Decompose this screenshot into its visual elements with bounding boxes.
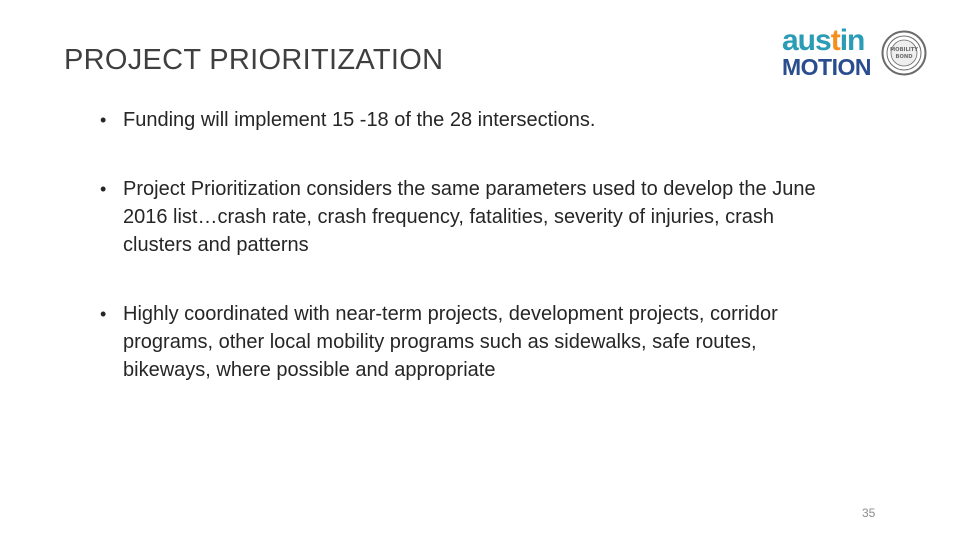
mobility-bond-seal-icon [881,30,927,76]
slide-title: PROJECT PRIORITIZATION [64,44,444,76]
bullet-text: Highly coordinated with near-term projects, development projects, corridor programs, other local mobility programs such as sidewalks, safe routes, bikeways, where possible and appropriate [123,303,778,381]
logo-wordmark [780,24,876,80]
logo-wordmark-line1 [782,24,864,58]
bullet-item [100,106,820,134]
bullet-text: Project Prioritization considers the same parameters used to develop the June 2016 list…crash rate, crash frequency, fatalities, severity of injuries, crash clusters and patterns [123,178,816,256]
bullet-item [100,300,820,384]
seal-text-bottom: BOND [895,54,913,60]
seal-text-top: MOBILITY [890,47,918,53]
bullet-icon: • [100,110,107,130]
bullet-icon: • [100,304,107,324]
bullet-list [100,106,820,384]
page-number: 35 [862,506,876,520]
logo-word-t: t [830,24,840,57]
bullet-icon: • [100,179,107,199]
logo-word-in: in [839,24,865,57]
bullet-item [100,175,820,259]
logo-wordmark-line2: MOTION [782,54,871,80]
bullet-text: Funding will implement 15 -18 of the 28 intersections. [123,109,596,131]
austin-motion-logo [780,24,930,80]
logo-word-aus: aus [782,24,831,57]
